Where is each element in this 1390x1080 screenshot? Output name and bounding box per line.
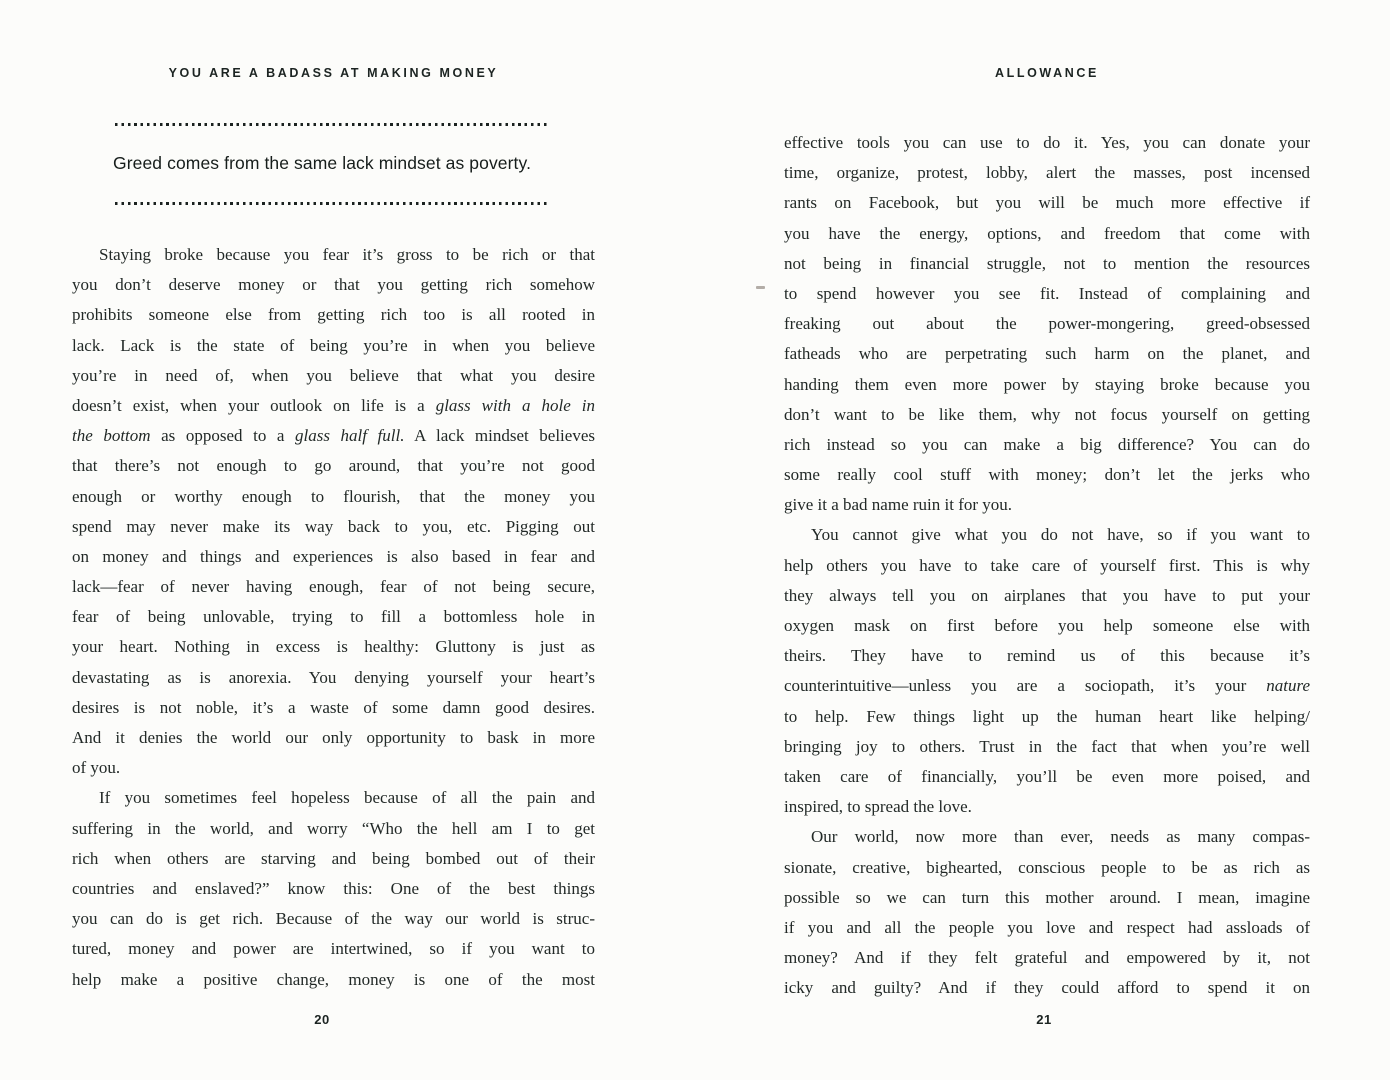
pull-quote: Greed comes from the same lack mindset as poverty. (113, 153, 532, 173)
left-page-body (72, 240, 595, 995)
scan-artifact-mark (756, 286, 765, 289)
body-line: that there’s not enough to go around, that you’re not good (72, 456, 595, 476)
body-line: rich instead so you can make a big difference? You can do (784, 434, 1310, 454)
body-line: of you. (72, 758, 121, 778)
body-line: You cannot give what you do not have, so if you want to (811, 525, 1310, 545)
right-page-body (784, 128, 1310, 1003)
body-line: not being in financial struggle, not to mention the resources (784, 253, 1310, 273)
body-line: lack—fear of never having enough, fear of not being secure, (72, 577, 595, 597)
body-line: help make a positive change, money is one of the most (72, 969, 595, 989)
body-line: counterintuitive—unless you are a sociopath, it’s your nature (784, 676, 1310, 696)
body-line: freaking out about the power-mongering, greed-obsessed (784, 314, 1310, 334)
body-line: if you and all the people you love and respect had assloads of (784, 917, 1310, 937)
body-line: countries and enslaved?” know this: One of the best things (72, 878, 595, 898)
body-line: sionate, creative, bighearted, conscious people to be as rich as (784, 857, 1310, 877)
body-line: possible so we can turn this mother around. I mean, imagine (784, 887, 1310, 907)
body-line: desires is not noble, it’s a waste of some damn good desires. (72, 697, 595, 717)
body-line: And it denies the world our only opportunity to bask in more (72, 728, 595, 747)
body-line: money? And if they felt grateful and empowered by it, not (784, 948, 1310, 968)
body-line: theirs. They have to remind us of this because it’s (784, 646, 1310, 666)
body-line: the bottom as opposed to a glass half full. A lack mindset believes (72, 426, 595, 446)
body-line: enough or worthy enough to flourish, that the money you (72, 486, 595, 506)
dotted-rule-top (115, 123, 548, 126)
body-line: some really cool stuff with money; don’t let the jerks who (784, 465, 1310, 485)
body-line: tured, money and power are intertwined, so if you want to (72, 939, 595, 959)
body-line: icky and guilty? And if they could afford to spend it on (784, 978, 1310, 998)
body-line: they always tell you on airplanes that you have to put your (784, 585, 1310, 605)
body-line: fatheads who are perpetrating such harm on the planet, and (784, 344, 1310, 364)
body-line: prohibits someone else from getting rich too is all rooted in (72, 305, 595, 325)
body-line: lack. Lack is the state of being you’re in when you believe (72, 335, 595, 355)
body-line: you don’t deserve money or that you getting rich somehow (72, 275, 595, 295)
body-line: inspired, to spread the love. (784, 797, 972, 817)
body-line: give it a bad name ruin it for you. (784, 495, 1013, 515)
body-line: don’t want to be like them, why not focus yourself on getting (784, 404, 1310, 424)
body-line: you have the energy, options, and freedom that come with (784, 223, 1310, 243)
body-line: If you sometimes feel hopeless because of all the pain and (99, 788, 595, 808)
body-line: oxygen mask on first before you help someone else with (784, 616, 1310, 635)
body-line: Our world, now more than ever, needs as many compas- (811, 827, 1310, 847)
body-line: rich when others are starving and being bombed out of their (72, 848, 595, 868)
body-line: bringing joy to others. Trust in the fact that when you’re well (784, 736, 1310, 756)
body-line: spend may never make its way back to you, etc. Pigging out (72, 516, 595, 536)
body-line: devastating as is anorexia. You denying yourself your heart’s (72, 667, 595, 687)
body-line: time, organize, protest, lobby, alert the masses, post incensed (784, 163, 1310, 183)
left-page-number: 20 (314, 1012, 330, 1027)
dotted-rule-bottom (115, 202, 548, 205)
right-running-head: ALLOWANCE (995, 66, 1099, 80)
body-line: rants on Facebook, but you will be much more effective if (784, 193, 1310, 213)
body-line: to spend however you see fit. Instead of complaining and (784, 283, 1310, 303)
body-line: taken care of financially, you’ll be even more poised, and (784, 766, 1310, 786)
body-line: your heart. Nothing in excess is healthy: Gluttony is just as (72, 637, 595, 657)
body-line: help others you have to take care of yourself first. This is why (784, 555, 1310, 575)
body-line: on money and things and experiences is also based in fear and (72, 546, 595, 566)
left-running-head: YOU ARE A BADASS AT MAKING MONEY (168, 66, 499, 80)
body-line: you’re in need of, when you believe that what you desire (72, 365, 595, 385)
body-line: Staying broke because you fear it’s gross to be rich or that (99, 245, 595, 264)
body-line: to help. Few things light up the human heart like helping/ (784, 706, 1310, 726)
body-line: doesn’t exist, when your outlook on life is a glass with a hole in (72, 395, 595, 415)
right-page-number: 21 (1036, 1012, 1052, 1027)
body-line: you can do is get rich. Because of the way our world is struc- (72, 909, 595, 929)
body-line: effective tools you can use to do it. Yes, you can donate your (784, 133, 1310, 152)
body-line: suffering in the world, and worry “Who the hell am I to get (72, 818, 595, 838)
body-line: handing them even more power by staying broke because you (784, 374, 1310, 394)
body-line: fear of being unlovable, trying to fill a bottomless hole in (72, 607, 595, 627)
